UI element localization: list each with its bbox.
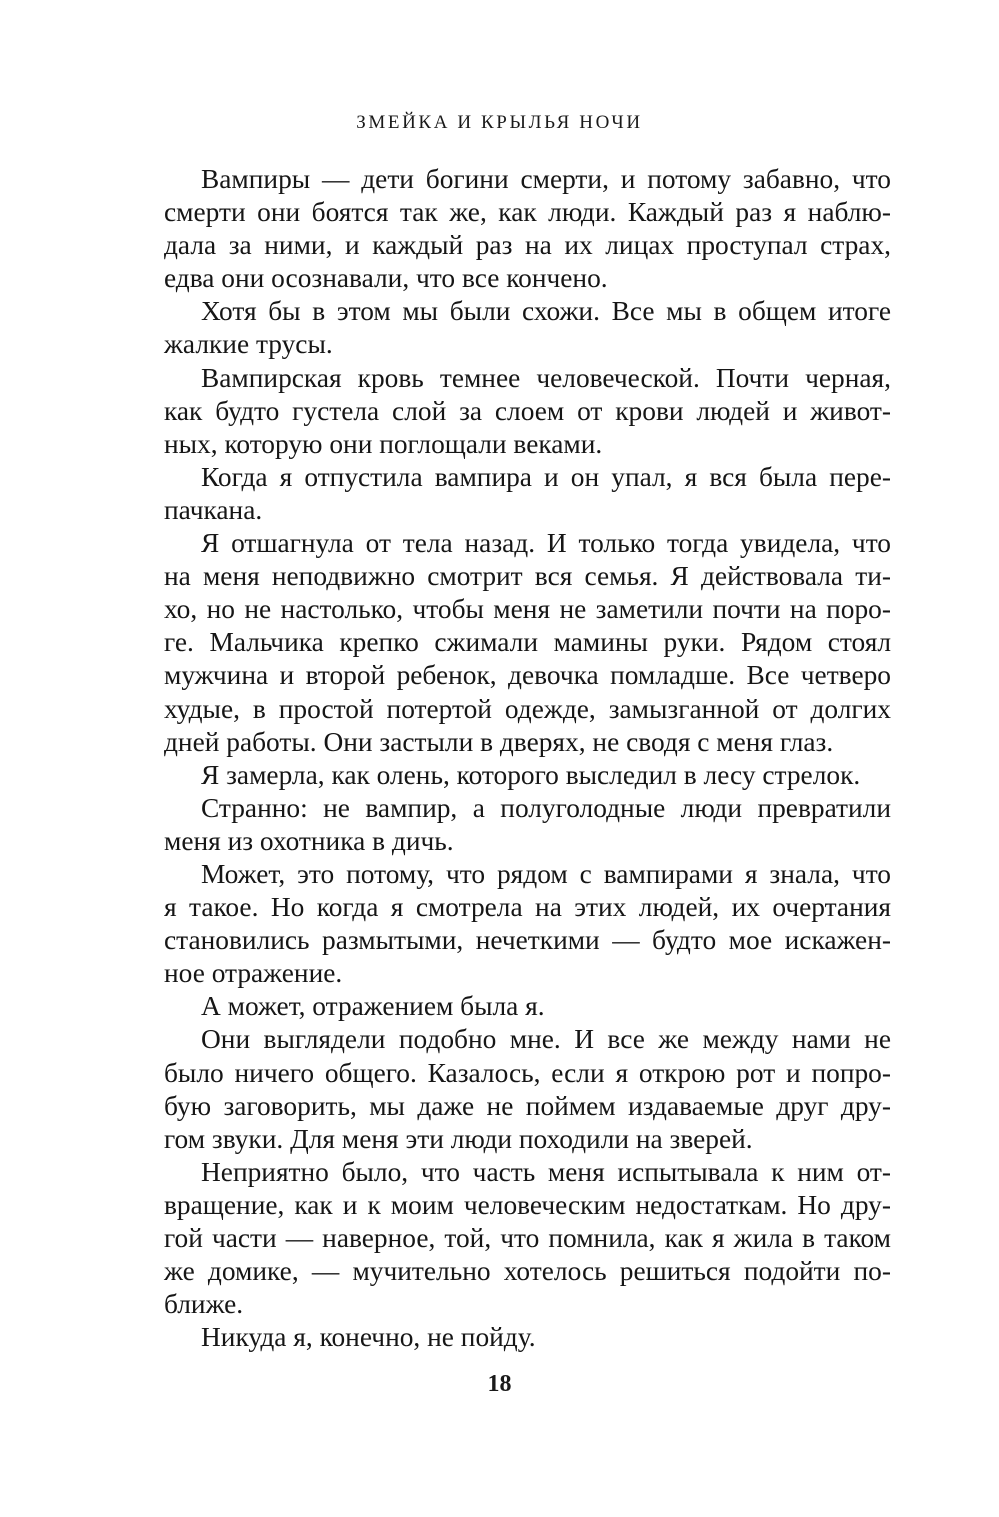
paragraph (164, 858, 891, 990)
paragraph (164, 295, 891, 361)
paragraph (164, 527, 891, 759)
text-line: смерти они боятся так же, как люди. Каждый раз я наблю- (164, 197, 891, 228)
text-line: едва они осознавали, что все кончено. (164, 263, 608, 294)
text-line: меня из охотника в дичь. (164, 825, 454, 856)
paragraph (164, 759, 891, 792)
paragraph (164, 1321, 891, 1354)
text-line: жалкие трусы. (164, 329, 333, 360)
paragraph (164, 990, 891, 1023)
text-line: мужчина и второй ребенок, девочка помладше. Все четверо (164, 660, 891, 691)
text-line: Я замерла, как олень, которого выследил в лесу стрелок. (201, 759, 861, 790)
text-line: Я отшагнула от тела назад. И только тогда увидела, что (201, 528, 891, 559)
text-line: же домике, — мучительно хотелось решиться подойти по- (164, 1256, 891, 1287)
text-line: Они выглядели подобно мне. И все же между нами не (201, 1024, 891, 1055)
paragraph (164, 362, 891, 461)
body-text (164, 163, 891, 1354)
text-line: дала за ними, и каждый раз на их лицах проступал страх, (164, 230, 891, 261)
paragraph (164, 792, 891, 858)
text-line: гом звуки. Для меня эти люди походили на зверей. (164, 1123, 753, 1154)
paragraph (164, 1023, 891, 1155)
text-line: я такое. Но когда я смотрела на этих людей, их очертания (164, 892, 891, 923)
paragraph (164, 1156, 891, 1321)
text-line: дней работы. Они застыли в дверях, не сводя с меня глаз. (164, 726, 834, 757)
text-line: как будто густела слой за слоем от крови людей и живот- (164, 395, 891, 426)
text-line: вращение, как и к моим человеческим недостаткам. Но дру- (164, 1189, 891, 1220)
text-line: бую заговорить, мы даже не поймем издаваемые друг дру- (164, 1090, 891, 1121)
text-line: становились размытыми, нечеткими — будто мое искажен- (164, 925, 891, 956)
text-line: хо, но не настолько, чтобы меня не заметили почти на поро- (164, 594, 891, 625)
text-line: худые, в простой потертой одежде, замызганной от долгих (164, 693, 891, 724)
page-number: 18 (487, 1371, 512, 1397)
text-line: Хотя бы в этом мы были схожи. Все мы в общем итоге (201, 296, 891, 327)
text-line: Может, это потому, что рядом с вампирами я знала, что (201, 858, 891, 889)
text-line: Вампиры — дети богини смерти, и потому забавно, что (201, 164, 891, 194)
text-line: ных, которую они поглощали веками. (164, 428, 603, 459)
paragraph (164, 461, 891, 527)
text-line: ближе. (164, 1289, 244, 1320)
text-line: Когда я отпустила вампира и он упал, я вся была пере- (201, 461, 891, 492)
text-line: было ничего общего. Казалось, если я открою рот и попро- (164, 1057, 891, 1088)
text-line: А может, отражением была я. (201, 991, 545, 1022)
paragraph (164, 163, 891, 295)
text-line: Неприятно было, что часть меня испытывала к ним от- (201, 1156, 891, 1187)
text-line: ге. Мальчика крепко сжимали мамины руки. Рядом стоял (164, 627, 891, 658)
text-line: Странно: не вампир, а полуголодные люди превратили (201, 792, 891, 823)
text-line: гой части — наверное, той, что помнила, как я жила в таком (164, 1223, 891, 1253)
text-line: Вампирская кровь темнее человеческой. Почти черная, (201, 362, 891, 393)
text-line: ное отражение. (164, 958, 343, 989)
running-head: ЗМЕЙКА И КРЫЛЬЯ НОЧИ (356, 112, 643, 133)
text-line: пачкана. (164, 494, 263, 525)
text-line: Никуда я, конечно, не пойду. (201, 1322, 536, 1353)
text-line: на меня неподвижно смотрит вся семья. Я действовала ти- (164, 561, 891, 592)
